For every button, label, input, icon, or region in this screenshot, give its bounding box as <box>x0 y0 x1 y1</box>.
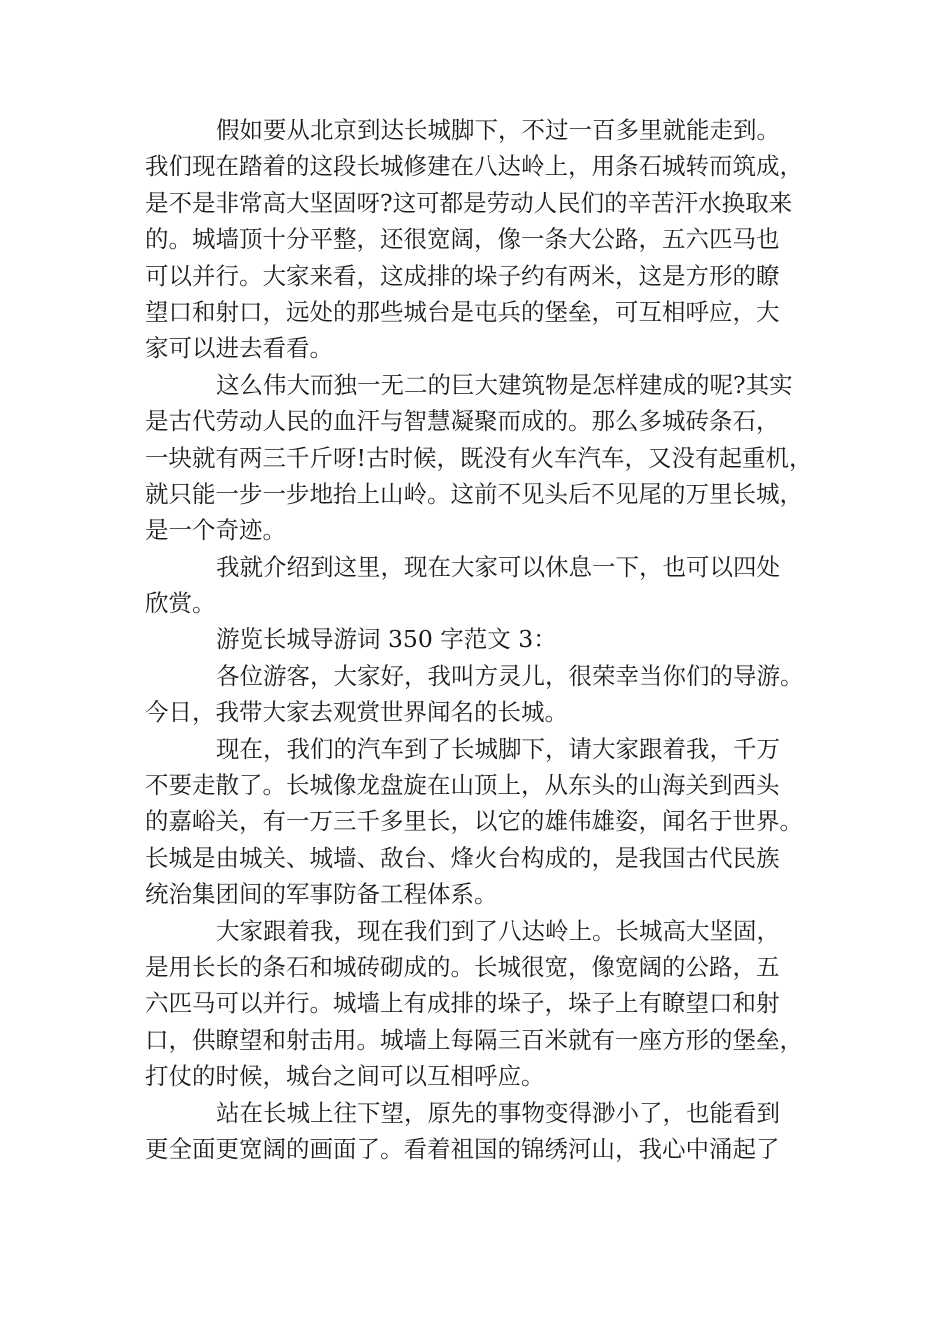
text-line: 是一个奇迹。 <box>145 516 286 545</box>
text-line: 一块就有两三千斤呀!古时候，既没有火车汽车，又没有起重机， <box>145 443 813 472</box>
paragraph-first-line: 大家跟着我，现在我们到了八达岭上。长城高大坚固， <box>216 916 780 945</box>
paragraph-first-line: 假如要从北京到达长城脚下，不过一百多里就能走到。 <box>216 116 780 144</box>
paragraph-first-line: 这么伟大而独一无二的巨大建筑物是怎样建成的呢?其实 <box>216 370 793 399</box>
text-line: 可以并行。大家来看，这成排的垛子约有两米，这是方形的瞭 <box>145 261 780 290</box>
text-line: 的嘉峪关，有一万三千多里长，以它的雄伟雄姿，闻名于世界。 <box>145 807 803 836</box>
paragraph-first-line: 现在，我们的汽车到了长城脚下，请大家跟着我，千万 <box>216 734 780 763</box>
document-body <box>145 112 813 1167</box>
text-line: 就只能一步一步地抬上山岭。这前不见头后不见尾的万里长城， <box>145 479 803 508</box>
text-line: 望口和射口，远处的那些城台是屯兵的堡垒，可互相呼应，大 <box>145 297 780 326</box>
text-line: 今日，我带大家去观赏世界闻名的长城。 <box>145 698 568 727</box>
text-line: 是古代劳动人民的血汗与智慧凝聚而成的。那么多城砖条石， <box>145 407 780 436</box>
text-line: 我们现在踏着的这段长城修建在八达岭上，用条石城转而筑成， <box>145 152 803 181</box>
text-line: 不要走散了。长城像龙盘旋在山顶上，从东头的山海关到西头 <box>145 771 780 800</box>
text-line: 六匹马可以并行。城墙上有成排的垛子，垛子上有瞭望口和射 <box>145 989 780 1018</box>
text-line: 是用长长的条石和城砖砌成的。长城很宽，像宽阔的公路，五 <box>145 952 780 981</box>
paragraph-first-line: 我就介绍到这里，现在大家可以休息一下，也可以四处 <box>216 552 780 581</box>
text-line: 长城是由城关、城墙、敌台、烽火台构成的，是我国古代民族 <box>145 843 780 872</box>
text-line: 是不是非常高大坚固呀?这可都是劳动人民们的辛苦汗水换取来 <box>145 188 793 217</box>
paragraph-first-line: 游览长城导游词 350 字范文 3： <box>216 625 557 654</box>
text-line: 统治集团间的军事防备工程体系。 <box>145 880 498 909</box>
text-line: 打仗的时候，城台之间可以互相呼应。 <box>145 1062 545 1091</box>
text-line: 更全面更宽阔的画面了。看着祖国的锦绣河山，我心中涌起了 <box>145 1134 780 1163</box>
paragraph-first-line: 各位游客，大家好，我叫方灵儿，很荣幸当你们的导游。 <box>216 661 804 690</box>
text-line: 口，供瞭望和射击用。城墙上每隔三百米就有一座方形的堡垒， <box>145 1025 803 1054</box>
text-line: 的。城墙顶十分平整，还很宽阔，像一条大公路，五六匹马也 <box>145 225 780 254</box>
text-line: 家可以进去看看。 <box>145 334 333 363</box>
text-line: 欣赏。 <box>145 589 216 618</box>
paragraph-first-line: 站在长城上往下望，原先的事物变得渺小了，也能看到 <box>216 1098 780 1127</box>
